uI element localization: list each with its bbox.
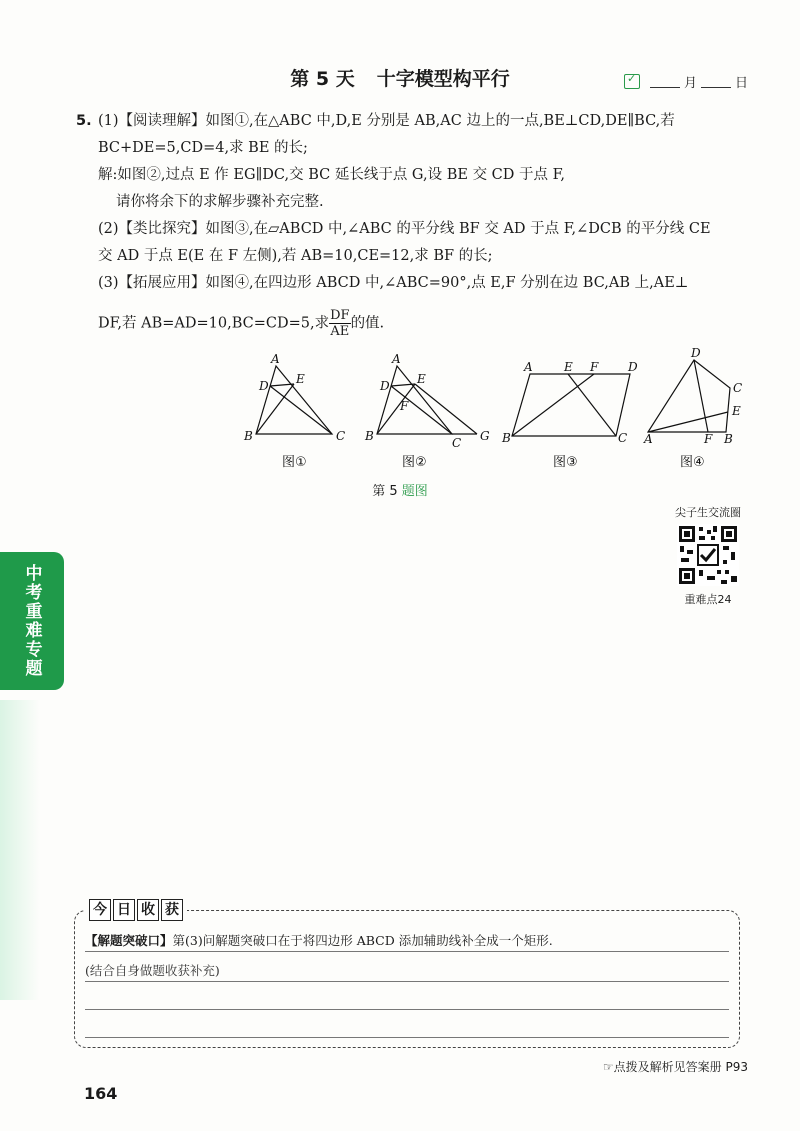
writing-line[interactable]	[85, 1009, 729, 1010]
fig4-label-E: E	[732, 404, 741, 418]
fig1-caption: 图①	[282, 455, 307, 470]
fig1-label-A: A	[271, 352, 280, 366]
side-decoration	[0, 700, 40, 1000]
figure-caption	[372, 480, 428, 499]
problem-line: (2)【类比探究】如图③,在▱ABCD 中,∠ABC 的平分线 BF 交 AD 于点 F,∠DCB 的平分线 CE	[98, 221, 711, 237]
fig3-label-B: B	[502, 431, 511, 445]
fig3-parallelogram	[512, 374, 630, 436]
fig3-caption: 图③	[553, 455, 578, 470]
fig4-DF	[694, 360, 708, 432]
summary-title-char: 获	[161, 899, 183, 921]
writing-line[interactable]	[85, 951, 729, 952]
caption-prefix: 第 5	[372, 484, 402, 499]
fig1-triangle	[256, 366, 332, 434]
fig3-CE	[568, 374, 616, 436]
day-label-text: 日	[734, 76, 748, 91]
writing-line[interactable]	[85, 981, 729, 982]
fig1-label-E: E	[296, 372, 305, 386]
fig3-label-C: C	[618, 431, 628, 445]
fig4-label-B: B	[724, 432, 733, 446]
summary-title-char: 收	[137, 899, 159, 921]
fig2-caption: 图②	[402, 455, 427, 470]
fig2-label-G: G	[480, 429, 490, 443]
month-label: 月	[683, 76, 697, 91]
fig2-label-E: E	[417, 372, 426, 386]
summary-title-char: 日	[113, 899, 135, 921]
fig4-label-C: C	[733, 381, 743, 395]
fig3-label-F: F	[590, 360, 599, 374]
fig4-label-D: D	[691, 346, 701, 360]
qr-top-label: 尖子生交流圈	[675, 506, 741, 519]
fraction-denominator: AE	[330, 324, 350, 339]
fig1-label-D: D	[259, 379, 269, 393]
summary-title-char: 今	[89, 899, 111, 921]
figures-svg	[0, 0, 800, 480]
fig3-label-D: D	[628, 360, 638, 374]
fig1-label-C: C	[336, 429, 346, 443]
day-label: 第 5 天	[290, 68, 355, 90]
fig2-label-D: D	[380, 379, 390, 393]
fig4-label-F: F	[704, 432, 713, 446]
qr-block	[668, 504, 748, 607]
fig2-label-A: A	[392, 352, 401, 366]
fig1-DE	[270, 384, 294, 386]
note-text: (结合自身做题收获补充)	[85, 963, 220, 978]
title-text: 十字模型构平行	[376, 68, 510, 90]
last-line-prefix: DF,若 AB=AD=10,BC=CD=5,求	[98, 315, 330, 332]
problem-line: 交 AD 于点 E(E 在 F 左侧),若 AB=10,CE=12,求 BF 的长;	[98, 248, 493, 264]
tip-line	[85, 931, 553, 949]
fig1-CD	[270, 386, 332, 434]
problem-line: 请你将余下的求解步骤补充完整.	[116, 194, 324, 210]
fig2-label-F: F	[400, 399, 409, 413]
problem-line: 解:如图②,过点 E 作 EG∥DC,交 BC 延长线于点 G,设 BE 交 CD 于点 F,	[98, 167, 566, 183]
fraction-numerator: DF	[330, 308, 350, 323]
problem-number: 5.	[76, 113, 92, 129]
problem-line: (1)【阅读理解】如图①,在△ABC 中,D,E 分别是 AB,AC 边上的一点,BE⊥CD,DE∥BC,若	[98, 113, 675, 129]
fig2-triangle	[377, 366, 452, 434]
fig4-caption: 图④	[680, 455, 705, 470]
fig2-DE	[391, 384, 415, 386]
fig2-label-C: C	[452, 436, 462, 450]
tip-label: 【解题突破口】	[85, 933, 173, 948]
fig3-BF	[512, 374, 594, 436]
writing-line[interactable]	[85, 1037, 729, 1038]
qr-bottom-label: 重难点24	[684, 593, 732, 606]
fig1-label-B: B	[244, 429, 253, 443]
fig4-AE	[648, 412, 728, 432]
answer-reference: ☞点拨及解析见答案册 P93	[602, 1060, 748, 1074]
summary-box	[74, 902, 740, 1048]
problem-line: (3)【拓展应用】如图④,在四边形 ABCD 中,∠ABC=90°,点 E,F 分别在边 BC,AB 上,AE⊥	[98, 275, 689, 291]
problem-line: BC+DE=5,CD=4,求 BE 的长;	[98, 140, 308, 156]
page-number: 164	[84, 1084, 118, 1103]
qr-code-icon[interactable]	[677, 524, 739, 586]
side-tab	[0, 552, 64, 690]
summary-title	[85, 899, 187, 921]
fig3-label-E: E	[564, 360, 573, 374]
fig3-label-A: A	[524, 360, 533, 374]
fig2-label-B: B	[365, 429, 374, 443]
tip-text: 第(3)问解题突破口在于将四边形 ABCD 添加辅助线补全成一个矩形.	[172, 933, 553, 948]
last-line-suffix: 的值.	[350, 315, 385, 332]
side-tab-label: 中考重难专题	[21, 564, 42, 678]
fig4-label-A: A	[644, 432, 653, 446]
caption-highlight: 题图	[401, 484, 428, 499]
